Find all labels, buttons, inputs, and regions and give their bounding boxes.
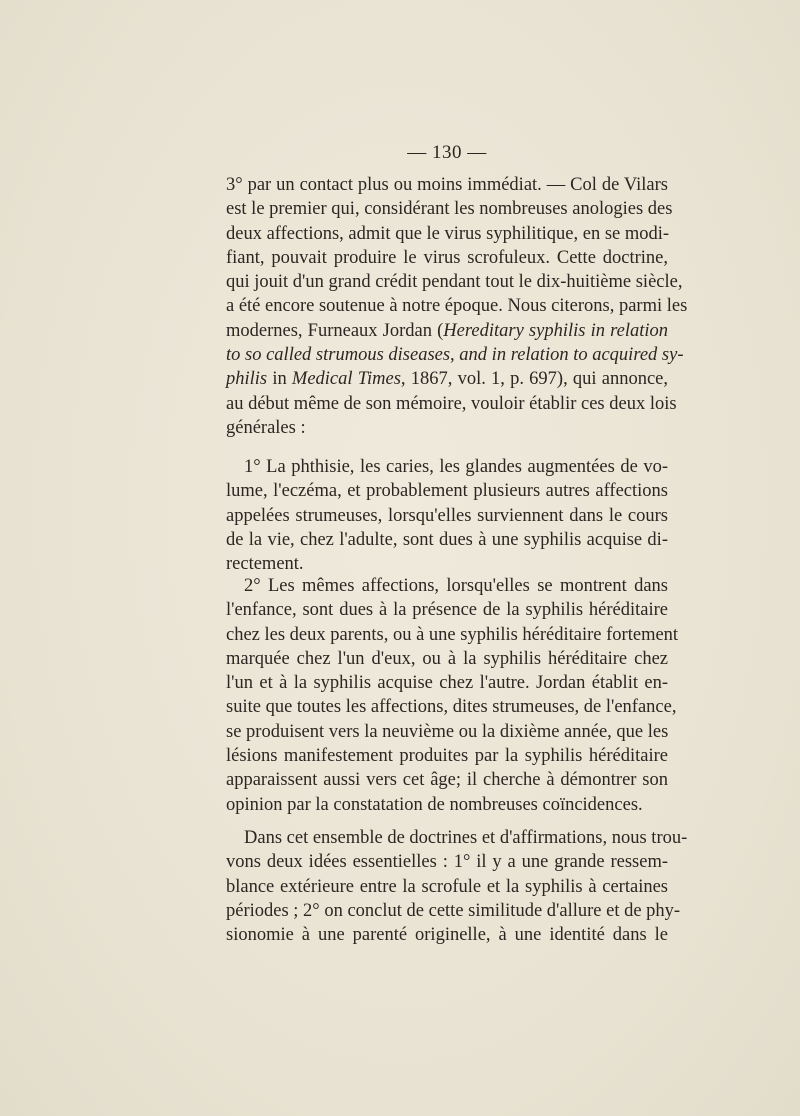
text-line: a été encore soutenue à notre époque. Nous citerons, parmi les [226,296,688,317]
text-line: lésions manifestement produites par la syphilis héréditaire [226,746,668,767]
page-number: — 130 — [407,142,487,163]
text-line: deux affections, admit que le virus syphilitique, en se modi- [226,223,670,244]
text-line [226,319,668,343]
text-line: qui jouit d'un grand crédit pendant tout le dix-huitième siècle, [226,272,683,293]
text-line: marquée chez l'un d'eux, ou à la syphilis héréditaire chez [226,648,668,669]
italic-journal: Medical Times, [291,369,406,390]
text-line: lume, l'eczéma, et probablement plusieurs autres affections [226,481,668,502]
text-line: Dans cet ensemble de doctrines et d'affirmations, nous trou- [244,828,688,848]
text-line: périodes ; 2° on conclut de cette similitude d'allure et de phy- [226,900,681,921]
text-line: 1° La phthisie, les caries, les glandes augmentées de vo- [244,457,668,477]
text-line: rectement. [226,554,304,575]
paragraph-3 [226,574,679,817]
text-line: l'un et à la syphilis acquise chez l'autre. Jordan établit en- [226,673,668,694]
text-line: se produisent vers la neuvième ou la dixième année, que les [226,721,669,742]
text-line: sionomie à une parenté originelle, à une identité dans le [226,925,668,946]
text-line: appelées strumeuses, lorsqu'elles surviennent dans le cours [226,505,668,526]
text-line: apparaissent aussi vers cet âge; il cherche à démontrer son [226,770,668,791]
italic-title: to so called strumous diseases, and in relation to acquired sy- [226,345,684,366]
text-line: générales : [226,417,306,438]
text-line: chez les deux parents, ou à une syphilis héréditaire fortement [226,624,679,645]
text-segment: 1867, vol. 1, p. 697), qui annonce, [405,369,669,390]
italic-title: Hereditary syphilis in relation [443,320,668,341]
text-line: est le premier qui, considérant les nombreuses anologies des [226,199,673,220]
text-line: opinion par la constatation de nombreuses coïncidences. [226,794,643,815]
text-line: fiant, pouvait produire le virus scrofuleux. Cette doctrine, [226,247,668,268]
italic-title: philis [226,369,268,390]
paragraph-2 [226,455,668,576]
paragraph-4 [226,826,688,947]
text-line: suite que toutes les affections, dites strumeuses, de l'enfance, [226,697,677,718]
text-line: 3° par un contact plus ou moins immédiat. — Col de Vilars [226,175,668,195]
text-line [226,343,684,367]
text-line: l'enfance, sont dues à la présence de la syphilis héréditaire [226,600,668,621]
text-line: de la vie, chez l'adulte, sont dues à une syphilis acquise di- [226,529,668,550]
text-line: vons deux idées essentielles : 1° il y a une grande ressem- [226,852,668,873]
text-line: blance extérieure entre la scrofule et la syphilis à certaines [226,876,668,897]
text-segment: in [267,369,292,390]
text-line: 2° Les mêmes affections, lorsqu'elles se montrent dans [244,576,668,596]
paragraph-1 [226,173,688,440]
text-segment: modernes, Furneaux Jordan ( [226,320,444,341]
text-line [226,367,668,391]
text-line: au début même de son mémoire, vouloir établir ces deux lois [226,393,677,414]
